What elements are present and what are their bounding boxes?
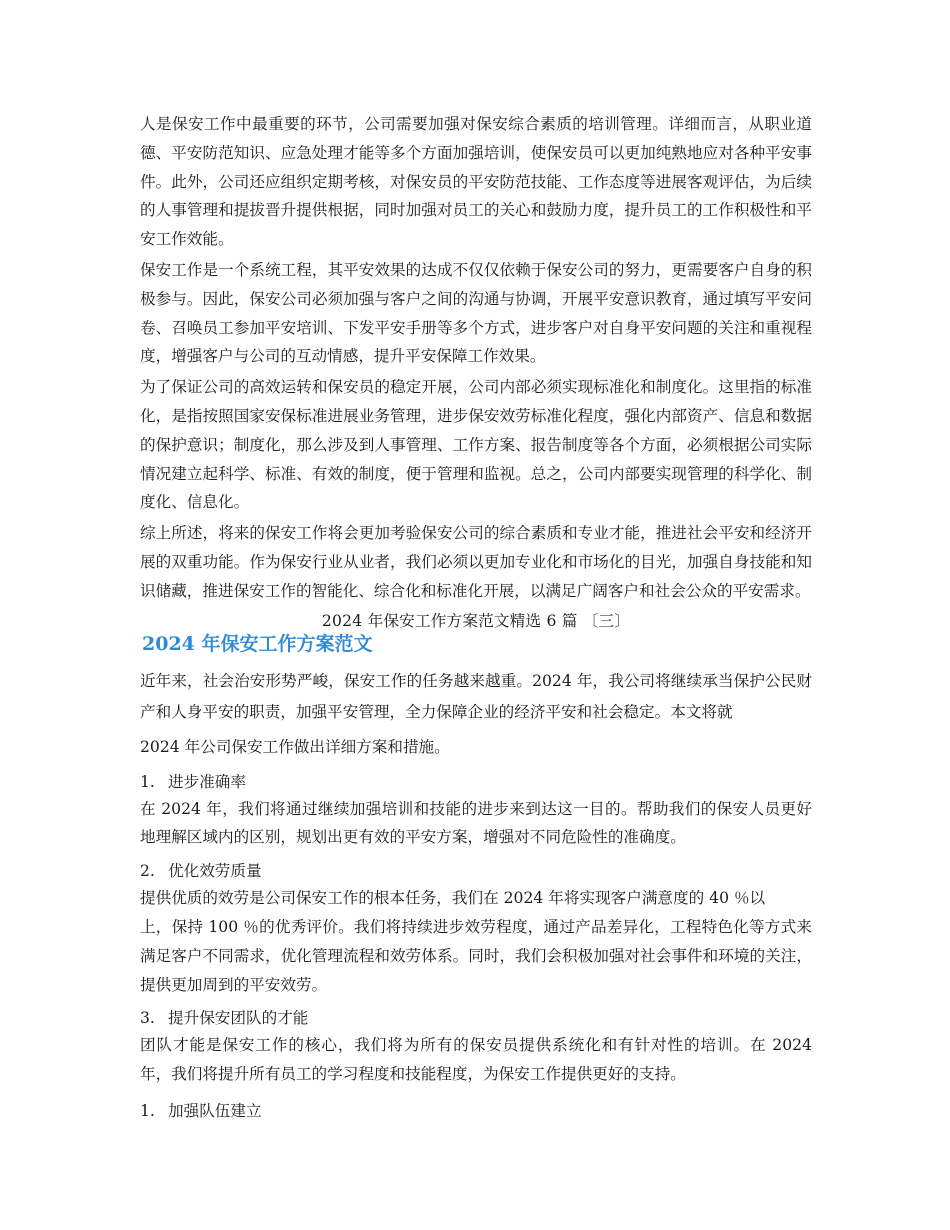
paragraph-conclusion: 综上所述，将来的保安工作将会更加考验保安公司的综合素质和专业才能，推进社会平安和经济开展的双重功能。作为保安行业从业者，我们必须以更加专业化和市场化的目光，加强自身技能和知识储藏，推进保安工作的智能化、综合化和标准化开展，以满足广阔客户和社会公众的平安需求。 bbox=[140, 524, 812, 600]
item-body-service-quality-line1: 提供优质的效劳是公司保安工作的根本任务，我们在 2024 年将实现客户满意度的 40 ％以 bbox=[140, 889, 766, 908]
item-number: 1. bbox=[140, 1101, 155, 1120]
section-title: 2024 年保安工作方案范文精选 6 篇 〔三〕 bbox=[321, 611, 631, 630]
paragraph-client-participation: 保安工作是一个系统工程，其平安效果的达成不仅仅依赖于保安公司的努力，更需要客户自身的积极参与。因此，保安公司必须加强与客户之间的沟通与协调，开展平安意识教育，通过填写平安问卷、召唤员工参加平安培训、下发平安手册等多个方式，进步客户对自身平安问题的关注和重视程度，增强客户与公司的互动情感，提升平安保障工作效果。 bbox=[140, 260, 812, 366]
item-title: 加强队伍建立 bbox=[168, 1101, 262, 1120]
item-heading-team-ability bbox=[140, 1005, 812, 1031]
item-number: 1. bbox=[140, 772, 155, 791]
item-number: 3. bbox=[140, 1009, 155, 1028]
item-number: 2. bbox=[140, 862, 155, 881]
item-heading-service-quality bbox=[140, 858, 812, 884]
item-heading-team-building bbox=[140, 1095, 812, 1127]
item-title: 提升保安团队的才能 bbox=[168, 1009, 309, 1028]
intro-paragraph-continued: 2024 年公司保安工作做出详细方案和措施。 bbox=[140, 737, 450, 756]
item-body-team-ability: 团队才能是保安工作的核心，我们将为所有的保安员提供系统化和有针对性的培训。在 2024 年，我们将提升所有员工的学习程度和技能程度，为保安工作提供更好的支持。 bbox=[140, 1036, 812, 1084]
item-body-service-quality: 上，保持 100 ％的优秀评价。我们将持续进步效劳程度，通过产品差异化，工程特色化等方式来满足客户不同需求，优化管理流程和效劳体系。同时，我们会积极加强对社会事件和环境的关注，提供更加周到的平安效劳。 bbox=[140, 917, 812, 994]
blue-heading: 2024 年保安工作方案范文 bbox=[142, 632, 373, 655]
item-title: 优化效劳质量 bbox=[168, 862, 262, 881]
intro-paragraph: 近年来，社会治安形势严峻，保安工作的任务越来越重。2024 年，我公司将继续承当保护公民财产和人身平安的职责，加强平安管理，全力保障企业的经济平安和社会稳定。本文将就 bbox=[140, 671, 812, 721]
item-body-accuracy: 在 2024 年，我们将通过继续加强培训和技能的进步来到达这一目的。帮助我们的保安人员更好地理解区域内的区别，规划出更有效的平安方案，增强对不同危险性的准确度。 bbox=[140, 799, 812, 847]
paragraph-training: 人是保安工作中最重要的环节，公司需要加强对保安综合素质的培训管理。详细而言，从职业道德、平安防范知识、应急处理才能等多个方面加强培训，使保安员可以更加纯熟地应对各种平安事件。此外，公司还应组织定期考核，对保安员的平安防范技能、工作态度等进展客观评估，为后续的人事管理和提拔晋升提供根据，同时加强对员工的关心和鼓励力度，提升员工的工作积极性和平安工作效能。 bbox=[140, 115, 812, 249]
paragraph-standardization: 为了保证公司的高效运转和保安员的稳定开展，公司内部必须实现标准化和制度化。这里指的标准化，是指按照国家安保标准进展业务管理，进步保安效劳标准化程度，强化内部资产、信息和数据的保护意识；制度化，那么涉及到人事管理、工作方案、报告制度等各个方面，必须根据公司实际情况建立起科学、标准、有效的制度，便于管理和监视。总之，公司内部要实现管理的科学化、制度化、信息化。 bbox=[140, 378, 812, 512]
item-title: 进步准确率 bbox=[168, 772, 246, 791]
item-heading-accuracy bbox=[140, 769, 812, 795]
document-page bbox=[140, 110, 812, 1127]
